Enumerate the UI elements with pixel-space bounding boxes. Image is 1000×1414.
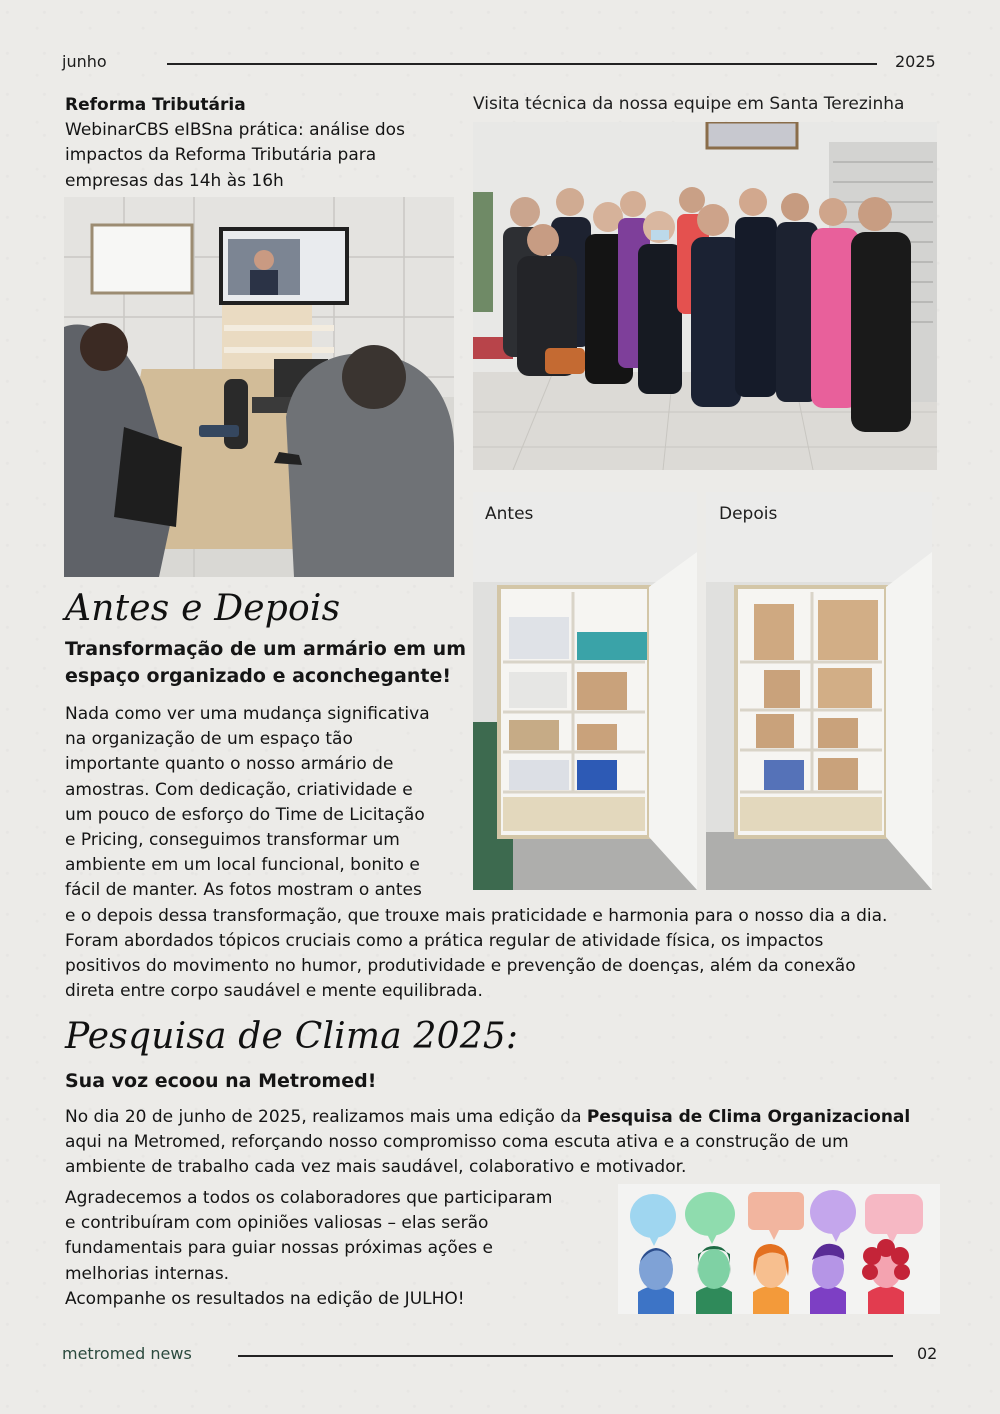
survey-paragraph-1: [65, 1105, 910, 1181]
webinar-line: WebinarCBS eIBSna prática: análise dos: [65, 120, 405, 141]
body-line: na organização de um espaço tão: [65, 729, 353, 750]
survey-p1-line: aqui na Metromed, reforçando nosso compromisso coma escuta ativa e a construção de um: [65, 1132, 849, 1153]
survey-paragraph-2: [65, 1186, 552, 1312]
survey-p1-line: [65, 1105, 910, 1130]
before-after-title: Antes e Depois: [65, 588, 341, 629]
subtitle-line: Transformação de um armário em um: [65, 638, 466, 660]
survey-p2-line: e contribuíram com opiniões valiosas – elas serão: [65, 1213, 489, 1234]
body-line: fácil de manter. As fotos mostram o antes: [65, 880, 422, 901]
body-line: Nada como ver uma mudança significativa: [65, 704, 430, 724]
webinar-line: empresas das 14h às 16h: [65, 170, 284, 191]
survey-p1-intro: No dia 20 de junho de 2025, realizamos mais uma edição da: [65, 1107, 587, 1127]
body-line: e o depois dessa transformação, que trouxe mais praticidade e harmonia para o nosso dia a dia.: [65, 905, 888, 926]
webinar-meeting-photo: [64, 197, 454, 577]
before-after-subtitle: [65, 636, 466, 690]
survey-p1-highlight: Pesquisa de Clima Organizacional: [586, 1107, 911, 1127]
footer-brand: metromed news: [62, 1344, 192, 1363]
subtitle-line: espaço organizado e aconchegante!: [65, 665, 452, 687]
before-label: Antes: [485, 504, 534, 524]
visit-caption: Visita técnica da nossa equipe em Santa Terezinha: [473, 94, 905, 114]
feedback-people-illustration: [618, 1184, 940, 1314]
webinar-block: [65, 93, 405, 194]
page-number: 02: [917, 1344, 938, 1363]
header-month: junho: [62, 52, 107, 71]
body-line: um pouco de esforço do Time de Licitação: [65, 804, 425, 825]
team-visit-photo: [473, 122, 937, 470]
footer-divider: [238, 1355, 893, 1357]
survey-p2-line: melhorias internas.: [65, 1263, 230, 1284]
before-after-body: [65, 702, 887, 1004]
header-divider: [167, 63, 877, 65]
survey-p2-line: Agradecemos a todos os colaboradores que participaram: [65, 1188, 553, 1208]
body-line: positivos do movimento no humor, produtividade e prevenção de doenças, além da conexão: [65, 956, 856, 977]
webinar-line: impactos da Reforma Tributária para: [65, 145, 377, 166]
header-year: 2025: [895, 52, 936, 71]
body-line: direta entre corpo saudável e mente equilibrada.: [65, 981, 483, 1002]
body-line: ambiente em um local funcional, bonito e: [65, 855, 420, 876]
survey-title: Pesquisa de Clima 2025:: [65, 1016, 519, 1057]
survey-p1-line: ambiente de trabalho cada vez mais saudável, colaborativo e motivador.: [65, 1157, 687, 1178]
body-line: importante quanto o nosso armário de: [65, 754, 394, 775]
survey-p2-line: Acompanhe os resultados na edição de JULHO!: [65, 1288, 465, 1309]
body-line: Foram abordados tópicos cruciais como a prática regular de atividade física, os impactos: [65, 930, 824, 951]
body-line: amostras. Com dedicação, criatividade e: [65, 779, 413, 800]
after-label: Depois: [719, 504, 778, 524]
body-line: e Pricing, conseguimos transformar um: [65, 830, 400, 851]
survey-subtitle: Sua voz ecoou na Metromed!: [65, 1070, 377, 1092]
webinar-title: Reforma Tributária: [65, 95, 246, 115]
survey-p2-line: fundamentais para guiar nossas próximas ações e: [65, 1238, 493, 1259]
